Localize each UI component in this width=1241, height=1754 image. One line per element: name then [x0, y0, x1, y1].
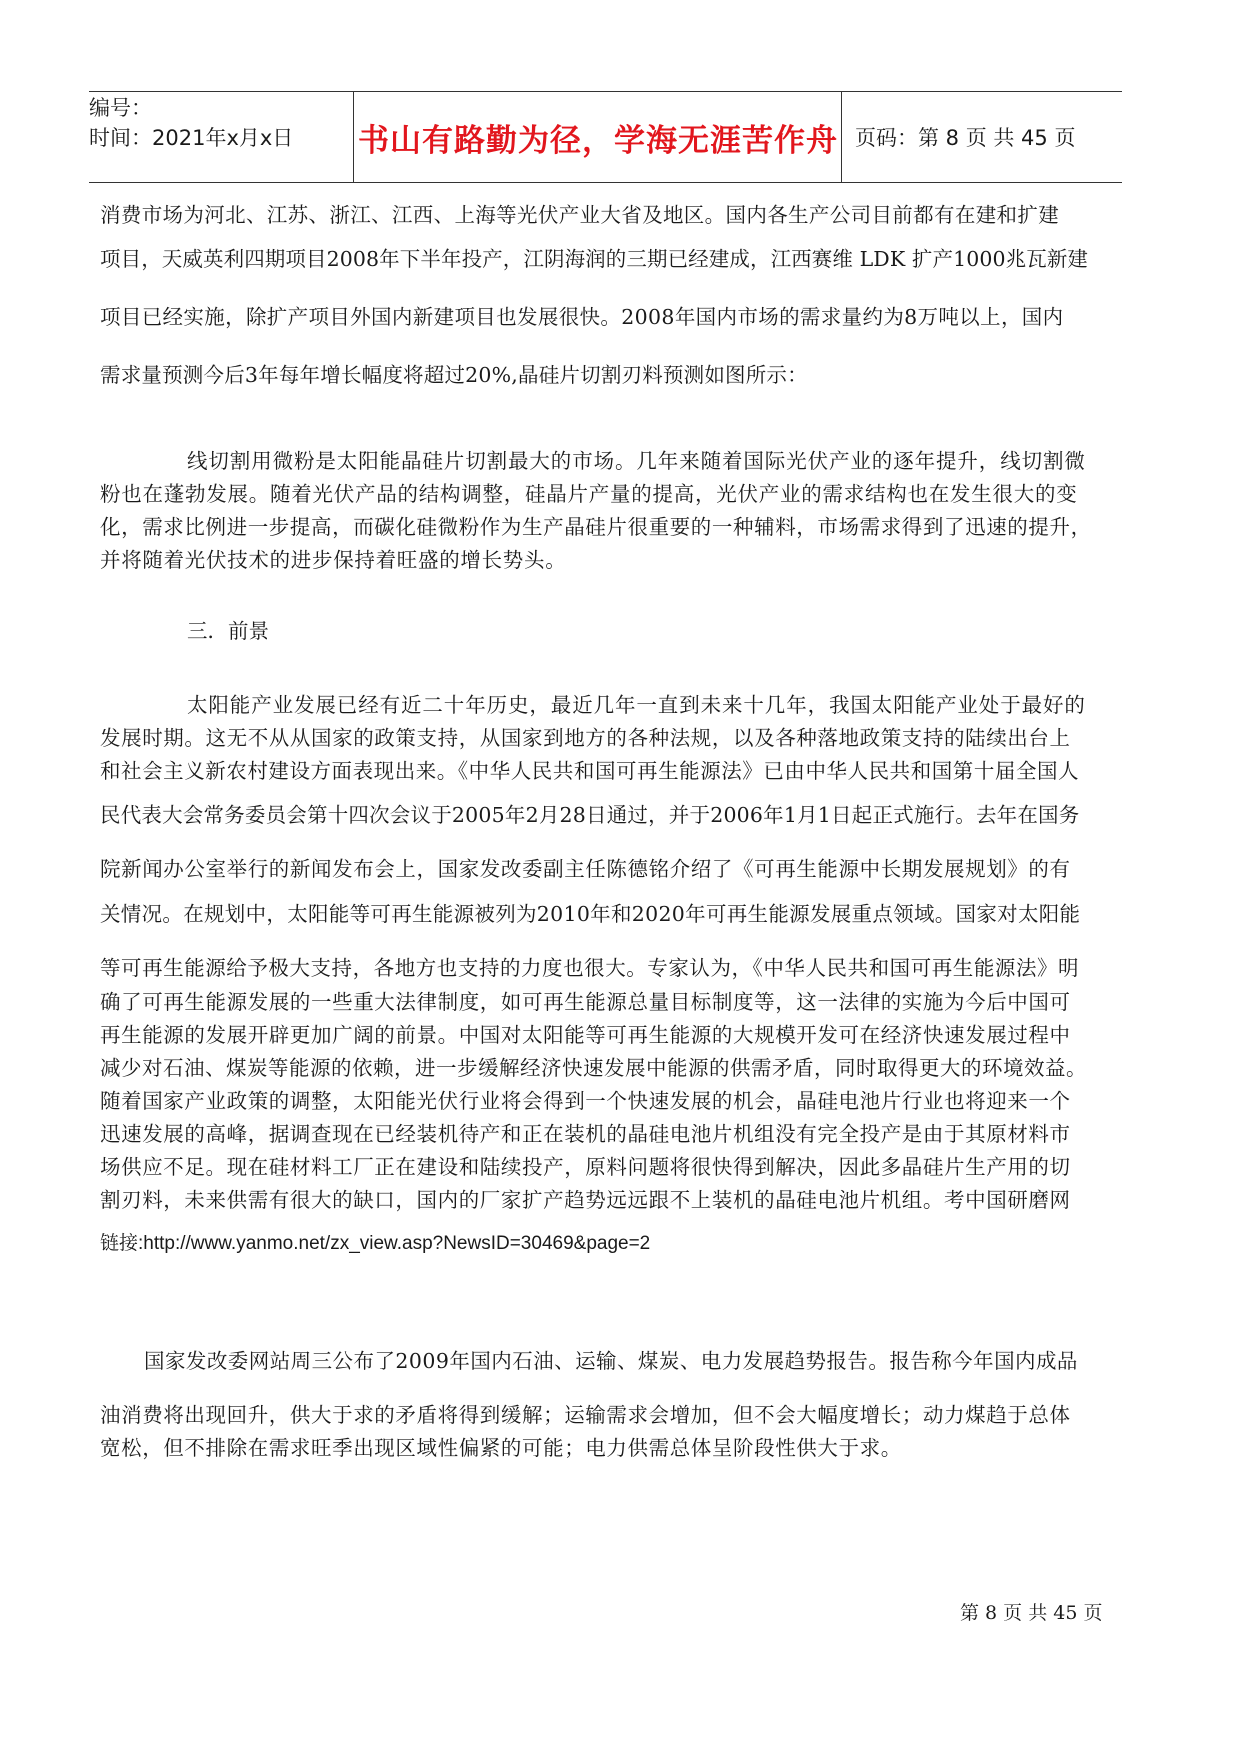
section-heading: 三．前景 — [187, 619, 269, 643]
text-line: 减少对石油、煤炭等能源的依赖，进一步缓解经济快速发展中能源的供需矛盾，同时取得更大的环境效益。 — [100, 1056, 1087, 1080]
time-label: 时间：2021年x月x日 — [89, 126, 294, 150]
text-line: 项目，天威英利四期项目2008年下半年投产，江阴海润的三期已经建成，江西赛维 LDK 扩产1000兆瓦新建 — [100, 247, 1089, 271]
number-label: 编号： — [89, 96, 152, 120]
text-line: 发展时期。这无不从从国家的政策支持，从国家到地方的各种法规，以及各种落地政策支持的陆续出台上 — [100, 726, 1071, 750]
text-line: 随着国家产业政策的调整，太阳能光伏行业将会得到一个快速发展的机会，晶硅电池片行业也将迎来一个 — [100, 1089, 1071, 1113]
text-line: 确了可再生能源发展的一些重大法律制度，如可再生能源总量目标制度等，这一法律的实施为今后中国可 — [100, 990, 1071, 1014]
text-line: 需求量预测今后3年每年增长幅度将超过20%,晶硅片切割刃料预测如图所示： — [100, 363, 808, 387]
header-divider — [353, 91, 354, 183]
text-line: 化，需求比例进一步提高，而碳化硅微粉作为生产晶硅片很重要的一种辅料，市场需求得到了迅速的提升， — [100, 515, 1092, 539]
text-line: 迅速发展的高峰，据调查现在已经装机待产和正在装机的晶硅电池片机组没有完全投产是由于其原材料市 — [100, 1122, 1071, 1146]
text-line: 宽松，但不排除在需求旺季出现区域性偏紧的可能；电力供需总体呈阶段性供大于求。 — [100, 1436, 902, 1460]
text-line: 场供应不足。现在硅材料工厂正在建设和陆续投产，原料问题将很快得到解决，因此多晶硅片生产用的切 — [100, 1155, 1071, 1179]
text-line: 项目已经实施，除扩产项目外国内新建项目也发展很快。2008年国内市场的需求量约为8万吨以上，国内 — [100, 305, 1064, 329]
text-line: 粉也在蓬勃发展。随着光伏产品的结构调整，硅晶片产量的提高，光伏产业的需求结构也在发生很大的变 — [100, 482, 1078, 506]
header-meta — [89, 93, 351, 153]
text-line: 太阳能产业发展已经有近二十年历史，最近几年一直到未来十几年，我国太阳能产业处于最好的 — [187, 693, 1086, 717]
text-line: 并将随着光伏技术的进步保持着旺盛的增长势头。 — [100, 548, 567, 572]
source-link-line[interactable]: 链接:http://www.yanmo.net/zx_view.asp?NewsID=30469&page=2 — [100, 1233, 651, 1254]
text-line: 油消费将出现回升，供大于求的矛盾将得到缓解；运输需求会增加，但不会大幅度增长；动力煤趋于总体 — [100, 1403, 1071, 1427]
page-footer: 第 8 页 共 45 页 — [960, 1602, 1103, 1624]
text-line: 割刃料，未来供需有很大的缺口，国内的厂家扩产趋势远远跟不上装机的晶硅电池片机组。考中国研磨网 — [100, 1188, 1071, 1212]
text-line: 院新闻办公室举行的新闻发布会上，国家发改委副主任陈德铭介绍了《可再生能源中长期发展规划》的有 — [100, 857, 1071, 881]
header-motto: 书山有路勤为径，学海无涯苦作舟 — [358, 122, 838, 159]
text-line: 等可再生能源给予极大支持，各地方也支持的力度也很大。专家认为，《中华人民共和国可再生能源法》明 — [100, 956, 1080, 980]
header-divider — [841, 91, 842, 183]
text-line: 和社会主义新农村建设方面表现出来。《中华人民共和国可再生能源法》已由中华人民共和国第十届全国人 — [100, 759, 1080, 783]
text-line: 线切割用微粉是太阳能晶硅片切割最大的市场。几年来随着国际光伏产业的逐年提升，线切割微 — [187, 449, 1086, 473]
header-page-info: 页码：第 8 页 共 45 页 — [855, 126, 1076, 150]
text-line: 再生能源的发展开辟更加广阔的前景。中国对太阳能等可再生能源的大规模开发可在经济快速发展过程中 — [100, 1023, 1071, 1047]
text-line: 民代表大会常务委员会第十四次会议于2005年2月28日通过，并于2006年1月1日起正式施行。去年在国务 — [100, 803, 1080, 827]
text-line: 国家发改委网站周三公布了2009年国内石油、运输、煤炭、电力发展趋势报告。报告称今年国内成品 — [144, 1349, 1078, 1373]
text-line: 关情况。在规划中，太阳能等可再生能源被列为2010年和2020年可再生能源发展重点领域。国家对太阳能 — [100, 902, 1081, 926]
text-line: 消费市场为河北、江苏、浙江、江西、上海等光伏产业大省及地区。国内各生产公司目前都有在建和扩建 — [100, 203, 1060, 227]
document-header — [89, 91, 1122, 183]
